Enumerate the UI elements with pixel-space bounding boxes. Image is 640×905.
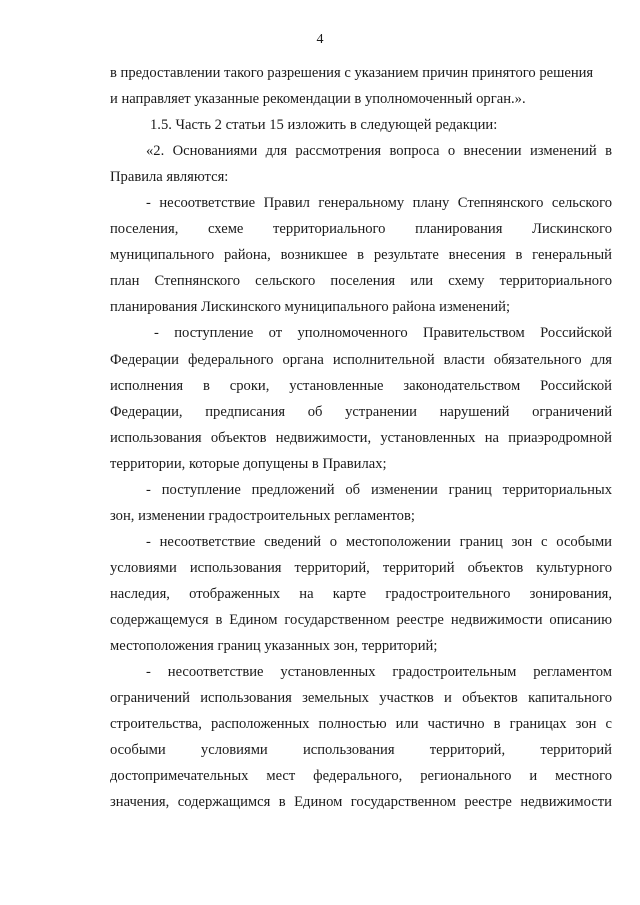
text-line: исполнения в сроки, установленные законодательством Российской xyxy=(110,377,612,394)
text-line: особыми условиями использования территорий, территорий xyxy=(110,742,612,759)
text-line: поселения, схеме территориального планирования Лискинского xyxy=(110,221,612,238)
text-line: - несоответствие установленных градостроительным регламентом xyxy=(146,664,612,681)
text-line: муниципального района, возникшее в результате внесения в генеральный xyxy=(110,247,612,264)
text-line: Федерации, предписания об устранении нарушений ограничений xyxy=(110,403,612,420)
text-line: зон, изменении градостроительных регламентов; xyxy=(110,507,415,524)
text-line: наследия, отображенных на карте градостроительного зонирования, xyxy=(110,585,612,602)
text-line: и направляет указанные рекомендации в уполномоченный орган.». xyxy=(110,91,526,108)
text-line: местоположения границ указанных зон, территорий; xyxy=(110,638,438,655)
text-line: ограничений использования земельных участков и объектов капитального xyxy=(110,690,612,707)
text-line: - несоответствие сведений о местоположении границ зон с особыми xyxy=(146,533,612,550)
text-line: условиями использования территорий, территорий объектов культурного xyxy=(110,559,612,576)
text-line: Правила являются: xyxy=(110,169,229,186)
text-line: территории, которые допущены в Правилах; xyxy=(110,455,387,472)
text-line: «2. Основаниями для рассмотрения вопроса о внесении изменений в xyxy=(146,143,612,160)
text-line: строительства, расположенных полностью или частично в границах зон с xyxy=(110,716,612,733)
text-line: достопримечательных мест федерального, регионального и местного xyxy=(110,768,612,785)
text-line: планирования Лискинского муниципального района изменений; xyxy=(110,299,510,316)
text-line: - поступление предложений об изменении границ территориальных xyxy=(146,481,612,498)
text-line: - поступление от уполномоченного Правительством Российской xyxy=(154,325,612,342)
text-line: содержащемуся в Едином государственном реестре недвижимости описанию xyxy=(110,611,612,628)
text-line: 1.5. Часть 2 статьи 15 изложить в следующей редакции: xyxy=(150,117,498,134)
text-line: - несоответствие Правил генеральному плану Степнянского сельского xyxy=(146,195,612,212)
page-number: 4 xyxy=(316,32,324,47)
text-line: значения, содержащимся в Едином государственном реестре недвижимости xyxy=(110,794,612,811)
document-body xyxy=(110,60,612,815)
text-line: использования объектов недвижимости, установленных на приаэродромной xyxy=(110,429,612,446)
text-line: план Степнянского сельского поселения или схему территориального xyxy=(110,273,612,290)
text-line: в предоставлении такого разрешения с указанием причин принятого решения xyxy=(110,65,594,81)
text-line: Федерации федерального органа исполнительной власти обязательного для xyxy=(110,351,612,368)
